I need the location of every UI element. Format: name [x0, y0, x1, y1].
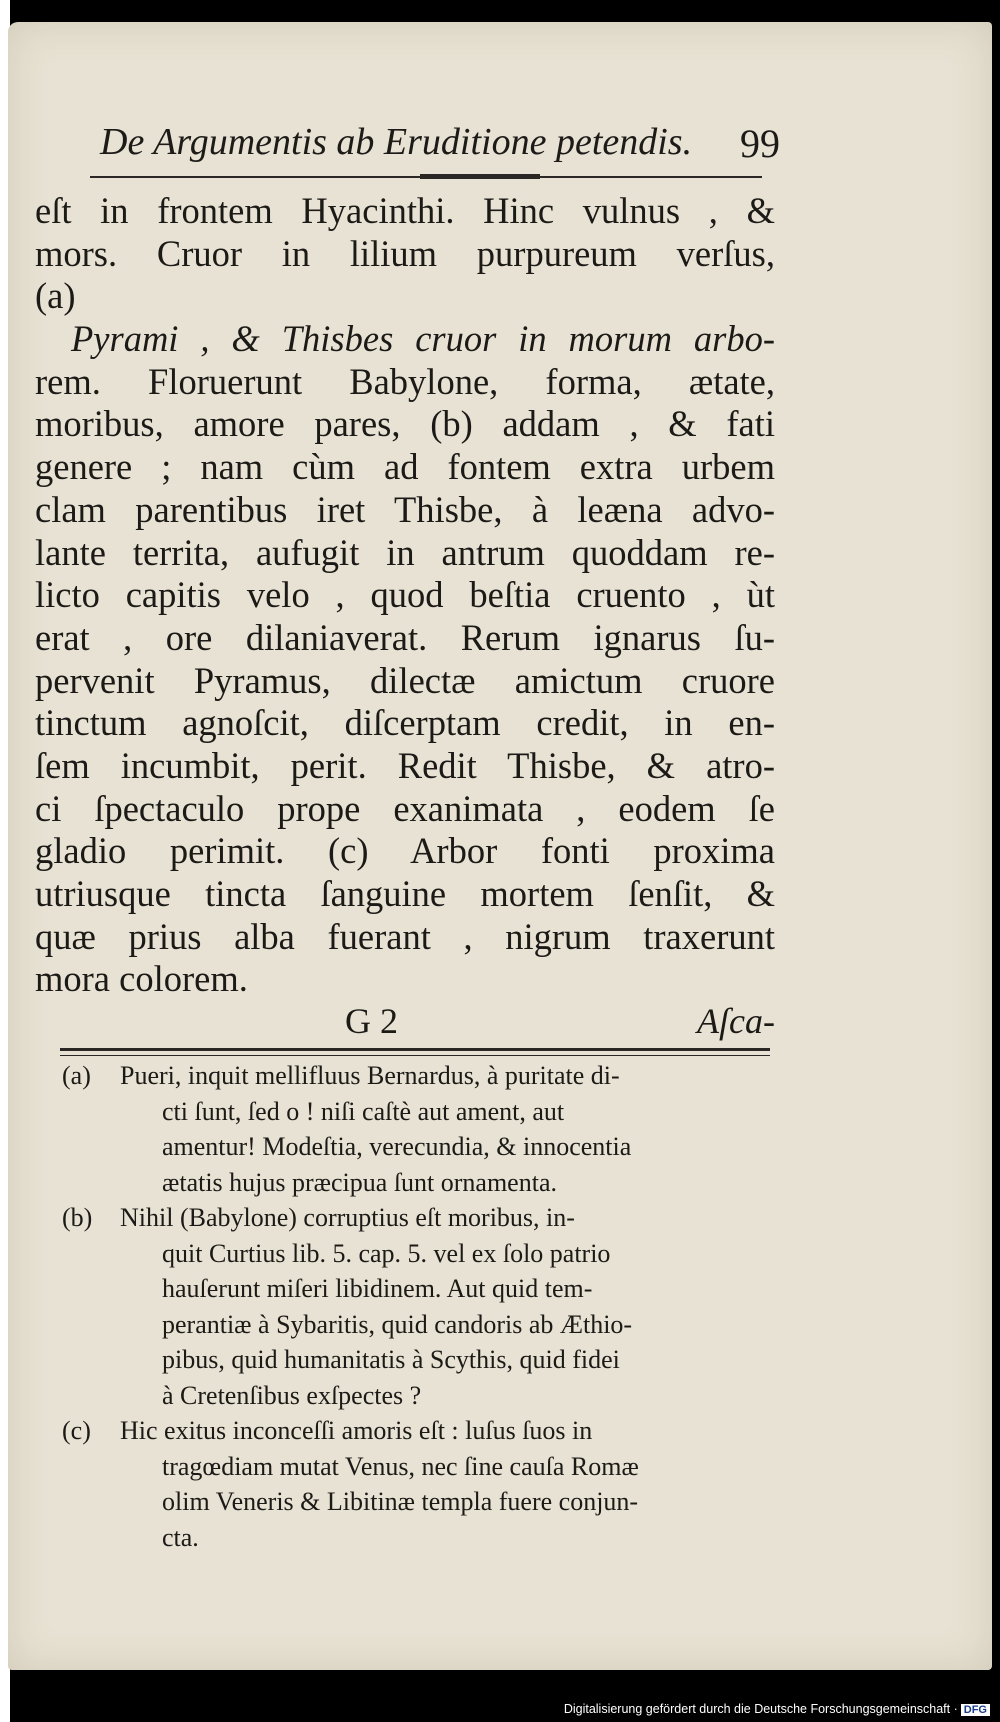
text-line: licto capitis velo , quod beſtia cruento , ùt: [35, 574, 775, 616]
text-line: quæ prius alba fuerant , nigrum traxerunt: [35, 915, 775, 957]
text-line: genere ; nam cùm ad fontem extra urbem: [35, 446, 775, 488]
text-line: clam parentibus iret Thisbe, à leæna advo-: [35, 488, 775, 530]
footnote-line: pibus, quid humanitatis à Scythis, quid fidei: [162, 1345, 620, 1374]
signature-line: [35, 1000, 775, 1046]
text-line: ci ſpectaculo prope exanimata , eodem ſe: [35, 787, 775, 829]
footnote-line: [62, 1200, 782, 1236]
text-line: tinctum agnoſcit, diſcerptam credit, in en-: [35, 702, 775, 744]
footnote-line: quit Curtius lib. 5. cap. 5. vel ex ſolo patrio: [162, 1238, 611, 1268]
footnote-line: perantiæ à Sybaritis, quid candoris ab Æthio-: [162, 1309, 633, 1339]
page-header: [90, 120, 780, 178]
footnote-text: Hic exitus inconceſſi amoris eſt : luſus ſuos in: [120, 1416, 593, 1445]
footnote-line: olim Veneris & Libitinæ templa fuere conjun-: [162, 1487, 639, 1516]
footnote-b: [62, 1200, 782, 1413]
footnote-line: amentur! Modeſtia, verecundia, & innocentia: [162, 1132, 632, 1161]
footnote-c: [62, 1413, 782, 1555]
text-line: rem. Floruerunt Babylone, forma, ætate,: [35, 360, 775, 402]
footnote-line: hauſerunt miſeri libidinem. Aut quid tem-: [162, 1274, 593, 1303]
text-line: moribus, amore pares, (b) addam , & fati: [35, 403, 775, 445]
footnote-rule: [60, 1048, 770, 1051]
running-title: De Argumentis ab Eruditione petendis.: [100, 121, 693, 163]
footnote-text: Nihil (Babylone) corruptius eſt moribus, in-: [120, 1203, 575, 1232]
catchword: Aſca-: [697, 1001, 775, 1041]
text-line: eſt in frontem Hyacinthi. Hinc vulnus , &: [35, 190, 775, 231]
text-line: pervenit Pyramus, dilectæ amictum cruore: [35, 659, 775, 701]
footnote-line: cti ſunt, ſed o ! niſi caſtè aut ament, aut: [162, 1096, 565, 1126]
text-line: ſem incumbit, perit. Redit Thisbe, & atro-: [35, 744, 775, 786]
footnote-line: [62, 1058, 782, 1094]
main-text: [35, 190, 775, 1001]
text-line: mora colorem.: [35, 958, 248, 1000]
header-rule: [90, 176, 762, 178]
footnote-marker: (a): [62, 1061, 91, 1090]
text-line: Pyrami , & Thisbes cruor in morum arbo-: [71, 318, 775, 360]
footnote-text: Pueri, inquit mellifluus Bernardus, à puritate di-: [120, 1061, 620, 1090]
footnotes: [62, 1058, 782, 1555]
footnote-line: tragœdiam mutat Venus, nec ſine cauſa Romæ: [162, 1451, 639, 1481]
dfg-logo: DFG: [961, 1704, 990, 1716]
text-line: lante territa, aufugit in antrum quoddam re-: [35, 531, 775, 573]
text-line: utriusque tincta ſanguine mortem ſenſit, &: [35, 873, 775, 914]
digitization-credit: [564, 1702, 990, 1716]
text-line: (a): [35, 275, 76, 317]
footnote-line: ætatis hujus præcipua ſunt ornamenta.: [162, 1167, 557, 1197]
text-line: mors. Cruor in lilium purpureum verſus,: [35, 232, 775, 274]
footnote-marker: (b): [62, 1203, 93, 1232]
footnote-a: [62, 1058, 782, 1200]
page-number: 99: [740, 121, 780, 166]
footnote-line: [62, 1413, 782, 1449]
footnote-line: à Cretenſibus exſpectes ?: [162, 1380, 422, 1410]
credit-text: Digitalisierung gefördert durch die Deutsche Forschungsgemeinschaft ·: [563, 1702, 958, 1716]
text-line: gladio perimit. (c) Arbor fonti proxima: [35, 830, 775, 872]
signature-mark: G 2: [345, 1001, 398, 1041]
footnote-line: cta.: [162, 1522, 199, 1552]
text-line: erat , ore dilaniaverat. Rerum ignarus ſu-: [35, 616, 775, 658]
footnote-marker: (c): [62, 1416, 91, 1445]
